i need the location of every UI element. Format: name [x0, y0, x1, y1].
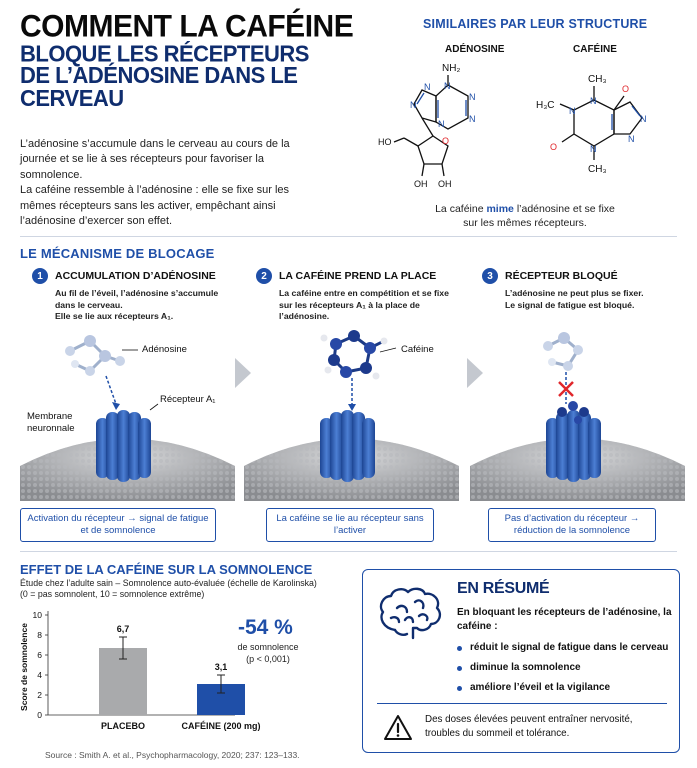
step-1-description — [55, 288, 230, 323]
intro-paragraph-2: La caféine ressemble à l’adénosine : elle se fixe sur les mêmes récepteurs sans les activer, empêchant ainsi l’adénosine d’exercer son effet. — [20, 184, 290, 227]
caffeine-molecule-icon — [321, 330, 388, 380]
intro-text — [20, 137, 320, 229]
svg-text:N: N — [469, 92, 476, 102]
svg-text:N: N — [569, 106, 576, 116]
step-2-number: 2 — [256, 268, 272, 284]
adenosine-label: ADÉNOSINE — [445, 44, 505, 55]
mime-note-post: l’adénosine et se fixe sur les mêmes récepteurs. — [463, 203, 615, 230]
caffeine-structure-icon — [532, 60, 662, 190]
title-line-1: COMMENT LA CAFÉINE — [20, 9, 354, 44]
summary-intro: En bloquant les récepteurs de l’adénosine, la caféine : — [457, 607, 672, 632]
svg-text:N: N — [590, 144, 597, 154]
step-3-illustration — [470, 326, 685, 501]
nh2-atom: NH₂ — [442, 63, 461, 74]
step-2-caption: La caféine se lie au récepteur sans l’activer — [266, 508, 434, 542]
adenosine-structure-icon — [378, 60, 518, 200]
chart-data-label: 6,7 — [116, 624, 130, 634]
summary-title: EN RÉSUMÉ — [457, 580, 550, 597]
mime-note-emphasis: mime — [486, 203, 514, 215]
svg-text:N: N — [424, 82, 431, 92]
similar-structure-title: SIMILAIRES PAR LEUR STRUCTURE — [423, 17, 648, 31]
summary-divider — [377, 703, 667, 704]
svg-text:N: N — [410, 100, 417, 110]
chart-y-tick-label: 6 — [37, 650, 42, 660]
svg-text:CH₃: CH₃ — [588, 74, 607, 85]
chart-y-axis-label: Score de somnolence — [19, 623, 29, 711]
step-1 — [20, 266, 235, 546]
warning-icon — [383, 714, 413, 741]
title-line-2: BLOQUE LES RÉCEPTEURS — [20, 39, 309, 67]
step-2 — [244, 266, 459, 546]
adenosine-art-label: Adénosine — [142, 344, 187, 355]
receptor-a1-icon — [96, 410, 151, 482]
page-title — [20, 9, 380, 112]
membrane-label-line-1: Membrane — [27, 411, 73, 422]
reduction-percent-note — [237, 642, 299, 665]
title-line-3: DE L’ADÉNOSINE DANS LE CERVEAU — [20, 61, 298, 112]
source-citation: Source : Smith A. et al., Psychopharmacology, 2020; 237: 123–133. — [45, 750, 300, 760]
step-3-description — [505, 288, 680, 311]
step-1-caption: Activation du récepteur → signal de fatigue et de somnolence — [20, 508, 216, 542]
membrane-label-line-2: neuronnale — [27, 423, 75, 435]
reduction-percent: -54 % — [238, 616, 293, 639]
svg-text:N: N — [469, 114, 476, 124]
step-3 — [470, 266, 685, 546]
chart-y-tick-label: 4 — [37, 670, 42, 680]
step-1-desc-line-1: Au fil de l’éveil, l’adénosine s’accumule dans le cerveau. — [55, 288, 219, 310]
effect-subtitle-line-2: (0 = pas somnolent, 10 = somnolence extrême) — [20, 589, 205, 600]
membrane-art-label — [27, 411, 75, 436]
chart-category-label: CAFÉINE (200 mg) — [181, 721, 261, 731]
brain-icon — [375, 584, 447, 642]
caffeine-art-label: Caféine — [401, 344, 434, 355]
list-item: améliore l’éveil et la vigilance — [457, 682, 677, 693]
receptor-a1-icon — [546, 410, 601, 482]
step-2-description — [279, 288, 454, 323]
intro-paragraph-1: L’adénosine s’accumule dans le cerveau au cours de la journée et se lie à ses récepteurs pour favoriser la somnolence. — [20, 138, 290, 181]
step-2-title: LA CAFÉINE PREND LA PLACE — [279, 270, 437, 282]
chart-category-label: PLACEBO — [100, 721, 146, 731]
mime-note-pre: La caféine — [435, 203, 487, 215]
effect-title: EFFET DE LA CAFÉINE SUR LA SOMNOLENCE — [20, 562, 313, 577]
effect-subtitle-line-1: Étude chez l’adulte sain – Somnolence auto-évaluée (échelle de Karolinska) — [20, 578, 317, 588]
receptor-a1-icon — [320, 410, 375, 482]
step-1-number: 1 — [32, 268, 48, 284]
svg-text:O: O — [442, 136, 450, 146]
summary-box — [362, 569, 680, 753]
effect-subtitle — [20, 578, 340, 601]
list-item: diminue la somnolence — [457, 662, 677, 673]
step-3-desc-line-2: Le signal de fatigue est bloqué. — [505, 299, 635, 310]
step-2-header — [256, 268, 436, 284]
step-3-header — [482, 268, 618, 284]
chart-y-tick-label: 10 — [32, 610, 42, 620]
svg-text:OH: OH — [414, 179, 428, 189]
svg-text:O: O — [550, 142, 558, 152]
svg-text:N: N — [438, 119, 445, 129]
mechanism-title: LE MÉCANISME DE BLOCAGE — [20, 246, 215, 261]
svg-text:O: O — [622, 84, 630, 94]
adenosine-molecule-icon — [65, 335, 125, 376]
chart-y-tick-label: 8 — [37, 630, 42, 640]
svg-text:N: N — [590, 96, 597, 106]
step-3-caption: Pas d’activation du récepteur → réduction de la somnolence — [488, 508, 656, 542]
divider-bottom — [20, 551, 677, 552]
h3c-group: H₃C — [536, 100, 555, 111]
step-3-desc-line-1: L’adénosine ne peut plus se fixer. — [505, 288, 644, 298]
step-2-desc-line-1: La caféine entre en compétition et se fixe sur les récepteurs A₁ à la place de l’adénosine. — [279, 288, 449, 322]
divider-top — [20, 236, 677, 237]
step-3-number: 3 — [482, 268, 498, 284]
svg-text:OH: OH — [438, 179, 452, 189]
svg-text:N: N — [628, 134, 635, 144]
step-1-desc-line-2: Elle se lie aux récepteurs A₁. — [55, 311, 174, 322]
ho-group: HO — [378, 137, 392, 147]
step-1-header — [32, 268, 216, 284]
caffeine-label: CAFÉINE — [573, 44, 617, 55]
step-1-title: ACCUMULATION D’ADÉNOSINE — [55, 270, 216, 282]
warning-text: Des doses élevées peuvent entraîner nervosité, troubles du sommeil et tolérance. — [425, 714, 633, 740]
step-3-title: RÉCEPTEUR BLOQUÉ — [505, 270, 618, 282]
list-item: réduit le signal de fatigue dans le cerveau — [457, 642, 677, 653]
svg-text:N: N — [640, 114, 647, 124]
reduction-note-line-2: (p < 0,001) — [246, 653, 290, 664]
chart-y-tick-label: 2 — [37, 690, 42, 700]
svg-text:N: N — [444, 81, 451, 91]
summary-list — [457, 642, 677, 702]
chart-y-tick-label: 0 — [37, 710, 42, 720]
chart-data-label: 3,1 — [214, 662, 228, 672]
receptor-art-label: Récepteur A₁ — [160, 394, 216, 405]
svg-text:CH₃: CH₃ — [588, 164, 607, 175]
reduction-note-line-1: de somnolence — [237, 642, 299, 652]
adenosine-molecule-icon — [543, 332, 583, 371]
somnolence-bar-chart — [19, 605, 261, 735]
mime-note — [430, 202, 620, 230]
